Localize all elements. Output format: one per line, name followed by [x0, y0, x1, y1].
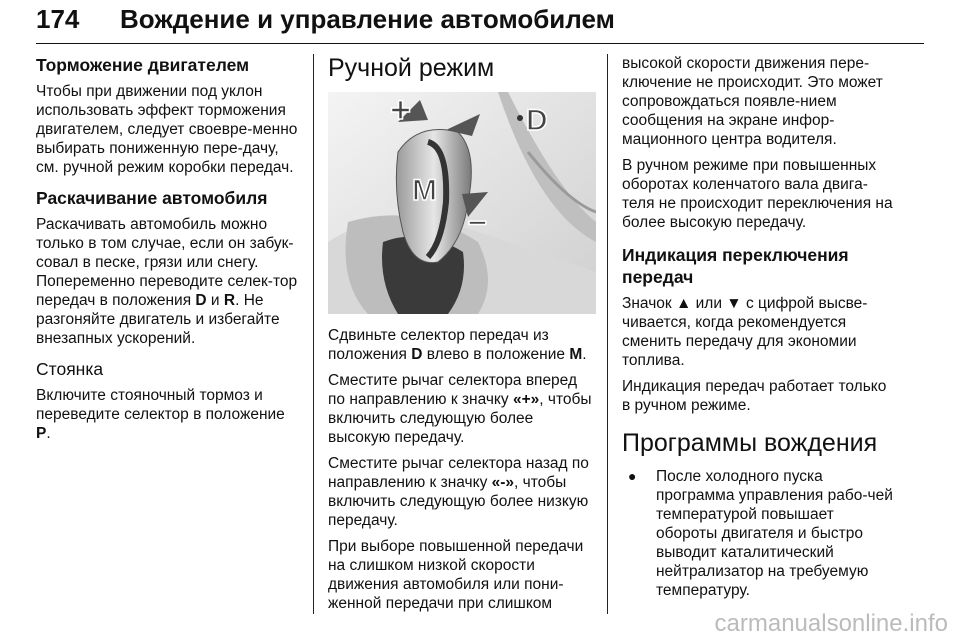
text-manual-2: Сместите рычаг селектора вперед по направлению к значку «+», чтобы включить следующую более высокую передачу.	[328, 372, 592, 446]
heading-parking: Стоянка	[36, 359, 104, 379]
bullet-icon: ●	[628, 468, 637, 484]
heading-engine-braking: Торможение двигателем	[36, 55, 250, 75]
header-divider	[36, 43, 924, 44]
heading-drive-programs: Программы вождения	[622, 429, 878, 457]
figure-label-m: M	[412, 174, 437, 207]
column-2	[328, 54, 596, 620]
text-manual-4: При выборе повышенной передачи на слишком низкой скорости движения автомобиля или пони-женной передачи при слишком	[328, 538, 584, 612]
section-engine-braking	[36, 54, 300, 177]
text-col3-3: Значок ▲ или ▼ с цифрой высве-чивается, когда рекомендуется сменить передачу для экономии топлива.	[622, 295, 868, 369]
figure-label-d: D	[526, 104, 548, 137]
text-engine-braking: Чтобы при движении под уклон использовать эффект торможения двигателем, следует своевре-менно выбирать пониженную пере-дачу, см. ручной режим коробки передач.	[36, 83, 298, 176]
section-rocking	[36, 187, 300, 348]
text-col3-4: Индикация передач работает только в ручном режиме.	[622, 378, 887, 414]
heading-shift-indication: Индикация переключения передач	[622, 245, 849, 287]
gear-selector-figure	[328, 92, 596, 314]
column-1	[36, 54, 300, 453]
column-divider-2	[607, 54, 608, 614]
bullet-text: После холодного пуска программа управления рабо-чей температурой повышает обороты двигателя и быстро выводит каталитический нейтрализатор на требуемую температуру.	[656, 468, 893, 599]
page-title: Вождение и управление автомобилем	[120, 4, 615, 34]
figure-label-minus: –	[468, 202, 487, 240]
figure-label-plus: +	[390, 92, 412, 130]
heading-manual-mode: Ручной режим	[328, 54, 495, 82]
text-manual-3: Сместите рычаг селектора назад по направлению к значку «-», чтобы включить следующую более низкую передачу.	[328, 455, 589, 529]
list-item	[622, 467, 894, 600]
text-parking: Включите стояночный тормоз и переведите селектор в положение P.	[36, 387, 285, 442]
page-header	[36, 0, 924, 46]
column-3	[622, 54, 894, 600]
column-divider-1	[313, 54, 314, 614]
page-number: 174	[36, 4, 80, 34]
text-col3-2: В ручном режиме при повышенных оборотах коленчатого вала двига-теля не происходит переключения на более высокую передачу.	[622, 157, 893, 231]
text-col3-1: высокой скорости движения пере-ключение не происходит. Это может сопровождаться появле-нием сообщения на экране инфор-мационного центра водителя.	[622, 55, 883, 148]
text-manual-1: Сдвиньте селектор передач из положения D влево в положение M.	[328, 327, 587, 363]
text-rocking: Раскачивать автомобиль можно только в том случае, если он забук-совал в песке, грязи или снегу. Попеременно переводите селек-тор передач в положения D и R. Не разгоняйте двигатель и избегайте внезапных ускорений.	[36, 216, 298, 347]
watermark: carmanualsonline.info	[714, 610, 948, 637]
heading-rocking: Раскачивание автомобиля	[36, 188, 268, 208]
section-parking	[36, 358, 300, 443]
gear-selector-illustration	[328, 92, 596, 314]
